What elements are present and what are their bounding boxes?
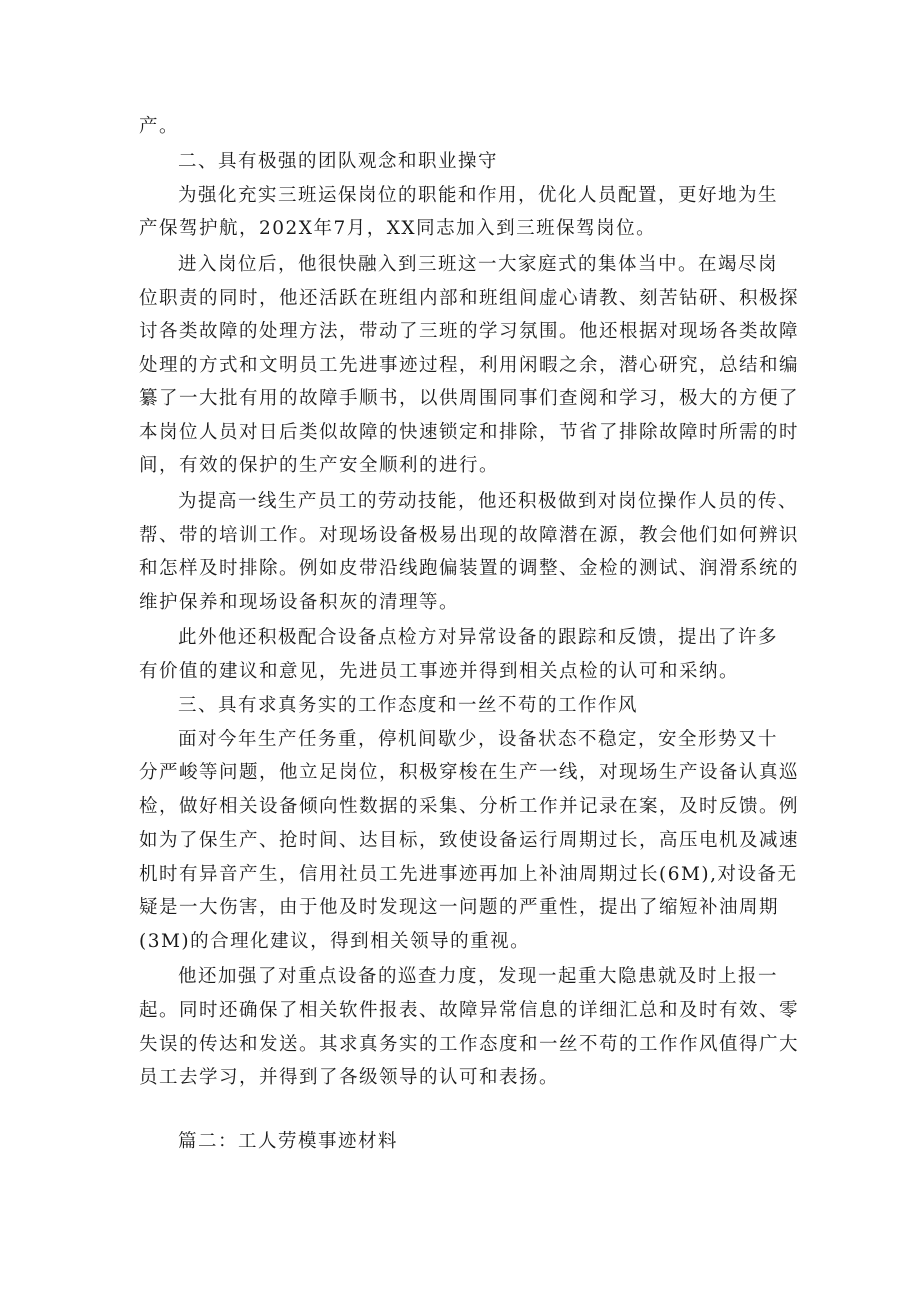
paragraph-line: 为强化充实三班运保岗位的职能和作用，优化人员配置，更好地为生 [178, 185, 779, 206]
paragraph-line: 检，做好相关设备倾向性数据的采集、分析工作并记录在案，及时反馈。例 [139, 796, 800, 817]
paragraph-line: (3M)的合理化建议，得到相关领导的重视。 [139, 931, 531, 952]
paragraph-line: 他还加强了对重点设备的巡查力度，发现一起重大隐患就及时上报一 [178, 966, 779, 987]
section-heading: 二、具有极强的团队观念和职业操守 [178, 151, 499, 172]
paragraph-line: 为提高一线生产员工的劳动技能，他还积极做到对岗位操作人员的传、 [178, 491, 799, 512]
paragraph-line: 帮、带的培训工作。对现场设备极易出现的故障潜在源，教会他们如何辨识 [139, 525, 800, 546]
paragraph-line: 如为了保生产、抢时间、达目标，致使设备运行周期过长，高压电机及减速 [139, 830, 800, 851]
paragraph-line: 起。同时还确保了相关软件报表、故障异常信息的详细汇总和及时有效、零 [139, 1000, 800, 1021]
paragraph-line: 分严峻等问题，他立足岗位，积极穿梭在生产一线，对现场生产设备认真巡 [139, 762, 800, 783]
paragraph-line: 处理的方式和文明员工先进事迹过程，利用闲暇之余，潜心研究，总结和编 [139, 355, 800, 376]
section-heading: 三、具有求真务实的工作态度和一丝不苟的工作作风 [178, 695, 639, 716]
paragraph-line: 失误的传达和发送。其求真务实的工作态度和一丝不苟的工作作风值得广大 [139, 1034, 800, 1055]
paragraph-line: 纂了一大批有用的故障手顺书，以供周围同事们查阅和学习，极大的方便了 [139, 388, 800, 409]
paragraph-line: 有价值的建议和意见，先进员工事迹并得到相关点检的认可和采纳。 [139, 661, 740, 682]
paragraph-line: 本岗位人员对日后类似故障的快速锁定和排除，节省了排除故障时所需的时 [139, 422, 800, 443]
paragraph-line: 此外他还积极配合设备点检方对异常设备的跟踪和反馈，提出了许多 [178, 627, 779, 648]
paragraph-line: 维护保养和现场设备积灰的清理等。 [139, 592, 460, 613]
paragraph-line: 疑是一大伤害，由于他及时发现这一问题的严重性，提出了缩短补油周期 [139, 897, 780, 918]
paragraph-line: 员工去学习，并得到了各级领导的认可和表扬。 [139, 1067, 560, 1088]
paragraph-line: 位职责的同时，他还活跃在班组内部和班组间虚心请教、刻苦钻研、积极探 [139, 288, 800, 309]
paragraph-line: 机时有异音产生，信用社员工先进事迹再加上补油周期过长(6M),对设备无 [139, 864, 798, 885]
paragraph-line: 讨各类故障的处理方法，带动了三班的学习氛围。他还根据对现场各类故障 [139, 321, 800, 342]
paragraph-line: 产保驾护航，202X年7月，XX同志加入到三班保驾岗位。 [139, 218, 657, 239]
paragraph-line: 产。 [139, 116, 180, 137]
paragraph-line: 间，有效的保护的生产安全顺利的进行。 [139, 455, 500, 476]
paragraph-line: 和怎样及时排除。例如皮带沿线跑偏装置的调整、金检的测试、润滑系统的 [139, 558, 800, 579]
paragraph-line: 进入岗位后，他很快融入到三班这一大家庭式的集体当中。在竭尽岗 [178, 254, 779, 275]
article-title: 篇二：工人劳模事迹材料 [178, 1131, 399, 1152]
paragraph-line: 面对今年生产任务重，停机间歇少，设备状态不稳定，安全形势又十 [178, 729, 779, 750]
